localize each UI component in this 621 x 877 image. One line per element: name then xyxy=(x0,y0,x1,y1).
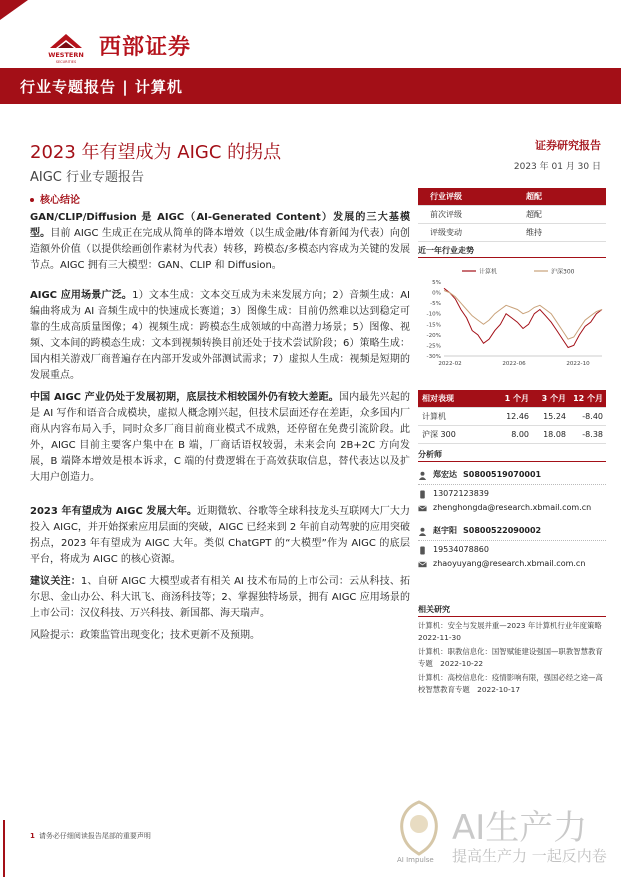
analyst-title: 分析师 xyxy=(418,450,442,459)
page-number: 1 xyxy=(30,832,35,840)
analyst-card xyxy=(418,524,606,571)
row-name: 沪深 300 xyxy=(422,430,456,439)
report-date: 2023 年 01 月 30 日 xyxy=(513,162,601,172)
legend-label: 计算机 xyxy=(479,268,498,276)
analyst-email-row xyxy=(418,501,606,515)
cell-value: -8.40 xyxy=(582,412,603,421)
paragraph-5-lead: 建议关注： xyxy=(30,576,81,587)
y-tick-label: 5% xyxy=(432,280,441,286)
phone-icon xyxy=(418,546,427,555)
analyst-email-row xyxy=(418,557,606,571)
divider xyxy=(418,616,606,617)
analyst-name: 郑宏达 xyxy=(433,470,457,479)
trend-chart xyxy=(418,262,606,370)
x-tick-label: 2022-06 xyxy=(502,361,526,367)
analyst-phone-row xyxy=(418,487,606,501)
paragraph-5-text: 1、自研 AIGC 大模型或者有相关 AI 技术布局的上市公司：云从科技、拓尔思、金山办公、科大讯飞、商汤科技等；2、掌握独特场景，拥有 AIGC 应用场景的上市公司：汉仪科技、万兴科技、新国都、海天瑞声。 xyxy=(30,576,411,619)
column-header: 12 个月 xyxy=(573,394,603,403)
paragraph-2-lead: AIGC 应用场景广泛。 xyxy=(30,290,133,301)
divider xyxy=(418,461,606,462)
paragraph-1-lead: GAN/CLIP/Diffusion 是 AIGC（AI-Generated Content）发展的三大基模型。 xyxy=(30,212,410,239)
cell-value: 18.08 xyxy=(543,430,566,439)
performance-table xyxy=(418,390,606,444)
section-heading-text: 核心结论 xyxy=(40,195,80,206)
cell-value: 15.24 xyxy=(543,412,566,421)
rating-value: 维持 xyxy=(526,228,542,237)
analyst-email[interactable]: zhaoyuyang@research.xbmail.com.cn xyxy=(433,559,586,568)
column-header: 1 个月 xyxy=(504,394,529,403)
trend-title: 近一年行业走势 xyxy=(418,246,474,255)
email-icon xyxy=(418,560,427,569)
paragraph-3-lead: 中国 AIGC 产业仍处于发展初期，底层技术相较国外仍有较大差距。 xyxy=(30,392,339,403)
rating-value: 超配 xyxy=(526,192,542,201)
y-tick-label: -10% xyxy=(426,311,441,318)
paragraph-4 xyxy=(30,504,410,568)
svg-text:WESTERN: WESTERN xyxy=(48,51,84,59)
y-tick-label: 0% xyxy=(432,290,441,297)
paragraph-1 xyxy=(30,210,410,274)
paragraph-2 xyxy=(30,288,410,384)
y-tick-label: -25% xyxy=(426,343,441,350)
footer-note: 请务必仔细阅读报告尾部的重要声明 xyxy=(38,832,151,840)
analyst-name-row xyxy=(418,468,606,485)
related-item[interactable]: 计算机：安全与发展并重—2023 年计算机行业年度策略 2022-11-30 xyxy=(418,621,610,642)
ai-impulse-logo xyxy=(390,798,448,858)
paragraph-2-text: 1）文本生成：文本交互成为未来发展方向；2）音频生成：AI 编曲将成为 AI 音频生成中的快速成长赛道；3）图像生成：目前仍然难以达到稳定可靠的生成高质量图像；4）视频生成：跨模态生成领域的中高潜力场景；5）图像、视频、文本间的跨模态生成：文本到视频转换目前还处于技术尝试阶段；6）策略生成：国内相关游戏厂商普遍存在内部开发或外部测试需求；7）虚拟人生成：视频是短期的发展重点。 xyxy=(30,290,410,381)
email-icon xyxy=(418,504,427,513)
person-icon xyxy=(418,471,427,480)
person-icon xyxy=(418,527,427,536)
y-tick-label: -30% xyxy=(426,354,441,360)
y-tick-label: -20% xyxy=(426,332,441,339)
rating-table xyxy=(418,188,606,242)
series-line xyxy=(444,291,602,340)
western-securities-logo xyxy=(38,30,94,64)
rating-label: 行业评级 xyxy=(430,192,462,201)
rating-label: 前次评级 xyxy=(430,210,462,219)
phone-icon xyxy=(418,490,427,499)
rating-value: 超配 xyxy=(526,210,542,219)
report-category: 行业专题报告 | 计算机 xyxy=(20,78,183,96)
paragraph-1-text: 目前 AIGC 生成正在完成从简单的降本增效（以生成金融/体育新闻为代表）向创造额外价值（以提供绘画创作素材为代表）转移，跨模态/多模态内容成为关键的发展节点。AIGC 拥有三大模型：GAN、CLIP 和 Diffusion。 xyxy=(30,228,411,271)
bullet-icon xyxy=(30,198,34,202)
rating-row xyxy=(418,206,606,224)
y-tick-label: -15% xyxy=(426,322,441,329)
report-type: 证券研究报告 xyxy=(535,139,601,152)
paragraph-3-text: 国内最先兴起的是 AI 写作和语音合成模块，虚拟人概念刚兴起，但技术层面还存在差距，众多国内厂商从内容布局入手，同时众多厂商目前商业模式不成熟，还停留在免费引流阶段。此外，AIGC 目前主要客户集中在 B 端，厂商话语权较弱，未来会向 2B+2C 方向发展，B 端降本增效是根本诉求，C 端的付费逻辑在于高效获取信息，替代表达以及扩大用户创造力。 xyxy=(30,392,410,483)
corner-decoration xyxy=(0,0,28,20)
analyst-card xyxy=(418,468,606,515)
row-name: 计算机 xyxy=(422,412,446,421)
analyst-name: 赵宇阳 xyxy=(433,526,457,535)
rating-row xyxy=(418,188,606,206)
analyst-id: S0800519070001 xyxy=(463,470,542,479)
risk-note: 风险提示：政策监管出现变化；技术更新不及预期。 xyxy=(30,630,260,641)
analyst-phone: 19534078860 xyxy=(433,545,489,554)
related-title: 相关研究 xyxy=(418,605,450,614)
table-row xyxy=(418,426,606,444)
cell-value: 8.00 xyxy=(511,430,529,439)
footer xyxy=(30,831,151,841)
paragraph-4-text: 近期微软、谷歌等全球科技龙头互联网大厂大力投入 AIGC，并开始探索应用层面的突破，AIGC 已经来到 2 年前自动驾驶的应用突破拐点，2023 年有望成为 AIGC 大年。类似 ChatGPT 的“大模型”作为 AIGC 的底层平台，将成为 AIGC 的核心资源。 xyxy=(30,506,410,565)
paragraph-5 xyxy=(30,574,410,622)
x-tick-label: 2022-10 xyxy=(566,361,590,367)
divider xyxy=(418,257,606,258)
watermark-title: AI生产力 xyxy=(452,808,588,848)
analyst-phone-row xyxy=(418,543,606,557)
related-item[interactable]: 计算机：高校信息化：疫情影响有限，强国必经之途—高校智慧教育专题 2022-10-17 xyxy=(418,673,603,694)
left-accent-rule xyxy=(3,820,5,877)
cell-value: -8.38 xyxy=(582,430,603,439)
cell-value: 12.46 xyxy=(506,412,529,421)
company-name: 西部证券 xyxy=(99,35,192,60)
performance-header-row xyxy=(418,390,606,408)
column-header: 相对表现 xyxy=(422,394,454,403)
y-tick-label: -5% xyxy=(430,301,441,308)
paragraph-4-lead: 2023 年有望成为 AIGC 发展大年。 xyxy=(30,506,198,517)
rating-row xyxy=(418,224,606,242)
rating-label: 评级变动 xyxy=(430,228,462,237)
x-tick-label: 2022-02 xyxy=(438,361,462,367)
watermark-brand: AI Impulse xyxy=(397,856,434,864)
svg-text:SECURITIES: SECURITIES xyxy=(55,60,77,64)
paragraph-3 xyxy=(30,390,410,486)
watermark-subtitle: 提高生产力 一起反内卷 xyxy=(452,847,607,865)
report-subtitle: AIGC 行业专题报告 xyxy=(30,170,145,185)
analyst-name-row xyxy=(418,524,606,541)
section-heading xyxy=(30,191,80,206)
analyst-id: S0800522090002 xyxy=(463,526,542,535)
analyst-email[interactable]: zhenghongda@research.xbmail.com.cn xyxy=(433,503,592,512)
legend-label: 沪深300 xyxy=(551,268,575,276)
series-line xyxy=(444,288,602,347)
related-item[interactable]: 计算机：职教信息化：国智赋能建设强国—职教智慧教育专题 2022-10-22 xyxy=(418,647,603,668)
report-title: 2023 年有望成为 AIGC 的拐点 xyxy=(30,142,282,163)
column-header: 3 个月 xyxy=(541,394,566,403)
analyst-phone: 13072123839 xyxy=(433,489,489,498)
table-row xyxy=(418,408,606,426)
